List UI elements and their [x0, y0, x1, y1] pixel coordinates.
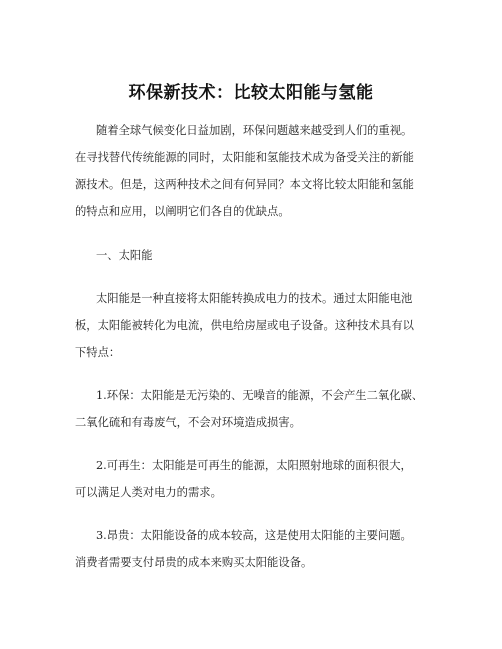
point-2-line-2: 可以满足人类对电力的需求。: [75, 486, 222, 499]
document-title: 环保新技术：比较太阳能与氢能: [128, 83, 374, 103]
point-3-line-1: 3.昂贵：太阳能设备的成本较高，这是使用太阳能的主要问题。: [96, 529, 412, 542]
intro-line-4: 的特点和应用，以阐明它们各自的优缺点。: [75, 205, 290, 218]
intro-line-2: 在寻找替代传统能源的同时，太阳能和氢能技术成为备受关注的新能: [75, 151, 414, 164]
point-1-line-1: 1.环保：太阳能是无污染的、无噪音的能源，不会产生二氧化碳、: [96, 389, 424, 402]
solar-para-line-2: 板，太阳能被转化为电流，供电给房屋或电子设备。这种技术具有以: [75, 319, 414, 332]
point-3-line-2: 消费者需要支付昂贵的成本来购买太阳能设备。: [75, 556, 313, 569]
point-1-line-2: 二氧化硫和有毒废气，不会对环境造成损害。: [75, 416, 301, 429]
solar-para-line-1: 太阳能是一种直接将太阳能转换成电力的技术。通过太阳能电池: [96, 292, 413, 305]
solar-para-line-3: 下特点：: [75, 346, 121, 359]
intro-line-3: 源技术。但是，这两种技术之间有何异同？本文将比较太阳能和氢能: [75, 178, 414, 191]
point-2-line-1: 2.可再生：太阳能是可再生的能源，太阳照射地球的面积很大，: [96, 459, 412, 472]
section-heading-solar: 一、太阳能: [96, 249, 153, 262]
intro-line-1: 随着全球气候变化日益加剧，环保问题越来越受到人们的重视。: [96, 124, 413, 137]
